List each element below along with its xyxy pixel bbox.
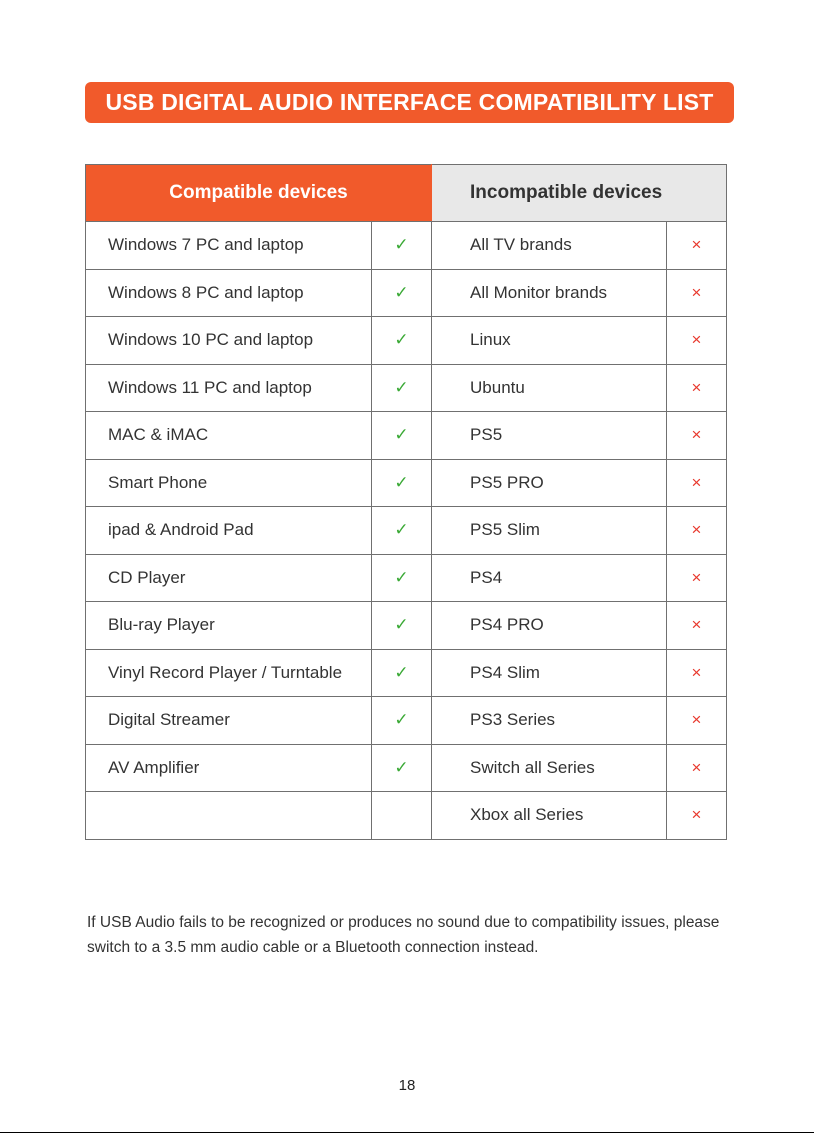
table-row	[86, 792, 727, 840]
compatible-device: Vinyl Record Player / Turntable	[86, 649, 372, 697]
check-mark-icon: ✓	[372, 222, 432, 270]
compatible-device: CD Player	[86, 554, 372, 602]
cross-mark-icon: ×	[667, 317, 727, 365]
compatible-device: Digital Streamer	[86, 697, 372, 745]
incompatible-header: Incompatible devices	[432, 165, 727, 222]
table-row	[86, 744, 727, 792]
cross-mark-icon: ×	[667, 602, 727, 650]
usb-audio-note: If USB Audio fails to be recognized or produces no sound due to compatibility issues, please switch to a 3.5 mm audio cable or a Bluetooth connection instead.	[87, 914, 720, 956]
incompatible-device: PS5 Slim	[432, 507, 667, 555]
compatible-device: Windows 8 PC and laptop	[86, 269, 372, 317]
table-row	[86, 317, 727, 365]
page-title-banner	[85, 82, 734, 123]
page-number: 18	[398, 1077, 416, 1094]
compatible-device: Windows 7 PC and laptop	[86, 222, 372, 270]
check-mark-icon: ✓	[372, 554, 432, 602]
incompatible-device: PS4 Slim	[432, 649, 667, 697]
cross-mark-icon: ×	[667, 459, 727, 507]
cross-mark-icon: ×	[667, 269, 727, 317]
check-mark-icon: ✓	[372, 649, 432, 697]
compatible-device: MAC & iMAC	[86, 412, 372, 460]
check-mark-icon: ✓	[372, 269, 432, 317]
incompatible-device: All TV brands	[432, 222, 667, 270]
table-header-row	[86, 165, 727, 222]
table-row	[86, 554, 727, 602]
table-row	[86, 412, 727, 460]
compatible-device: Blu-ray Player	[86, 602, 372, 650]
incompatible-device: Xbox all Series	[432, 792, 667, 840]
table-row	[86, 507, 727, 555]
cross-mark-icon: ×	[667, 649, 727, 697]
check-mark-icon: ✓	[372, 364, 432, 412]
compatible-header: Compatible devices	[86, 165, 432, 222]
cross-mark-icon: ×	[667, 744, 727, 792]
table-row	[86, 649, 727, 697]
incompatible-device: PS5 PRO	[432, 459, 667, 507]
incompatible-device: PS5	[432, 412, 667, 460]
table-row	[86, 697, 727, 745]
incompatible-device: Linux	[432, 317, 667, 365]
check-mark-icon: ✓	[372, 697, 432, 745]
table-row	[86, 459, 727, 507]
cross-mark-icon: ×	[667, 222, 727, 270]
cross-mark-icon: ×	[667, 412, 727, 460]
table-row	[86, 269, 727, 317]
compatible-device: Smart Phone	[86, 459, 372, 507]
incompatible-device: PS4	[432, 554, 667, 602]
incompatible-device: All Monitor brands	[432, 269, 667, 317]
cross-mark-icon: ×	[667, 792, 727, 840]
bottom-rule	[0, 1132, 814, 1133]
check-mark-icon: ✓	[372, 602, 432, 650]
check-mark-icon: ✓	[372, 507, 432, 555]
table-row	[86, 364, 727, 412]
incompatible-device: PS3 Series	[432, 697, 667, 745]
check-mark-icon: ✓	[372, 412, 432, 460]
compatible-device: Windows 10 PC and laptop	[86, 317, 372, 365]
cross-mark-icon: ×	[667, 507, 727, 555]
incompatible-device: Ubuntu	[432, 364, 667, 412]
compatible-device: ipad & Android Pad	[86, 507, 372, 555]
cross-mark-icon: ×	[667, 364, 727, 412]
empty-cell	[372, 792, 432, 840]
compatible-device: Windows 11 PC and laptop	[86, 364, 372, 412]
check-mark-icon: ✓	[372, 744, 432, 792]
incompatible-device: PS4 PRO	[432, 602, 667, 650]
cross-mark-icon: ×	[667, 697, 727, 745]
compatibility-table	[85, 164, 727, 840]
cross-mark-icon: ×	[667, 554, 727, 602]
page-title: USB DIGITAL AUDIO INTERFACE COMPATIBILITY LIST	[105, 89, 714, 115]
check-mark-icon: ✓	[372, 459, 432, 507]
compatible-device	[86, 792, 372, 840]
table-row	[86, 222, 727, 270]
check-mark-icon: ✓	[372, 317, 432, 365]
table-row	[86, 602, 727, 650]
incompatible-device: Switch all Series	[432, 744, 667, 792]
compatible-device: AV Amplifier	[86, 744, 372, 792]
